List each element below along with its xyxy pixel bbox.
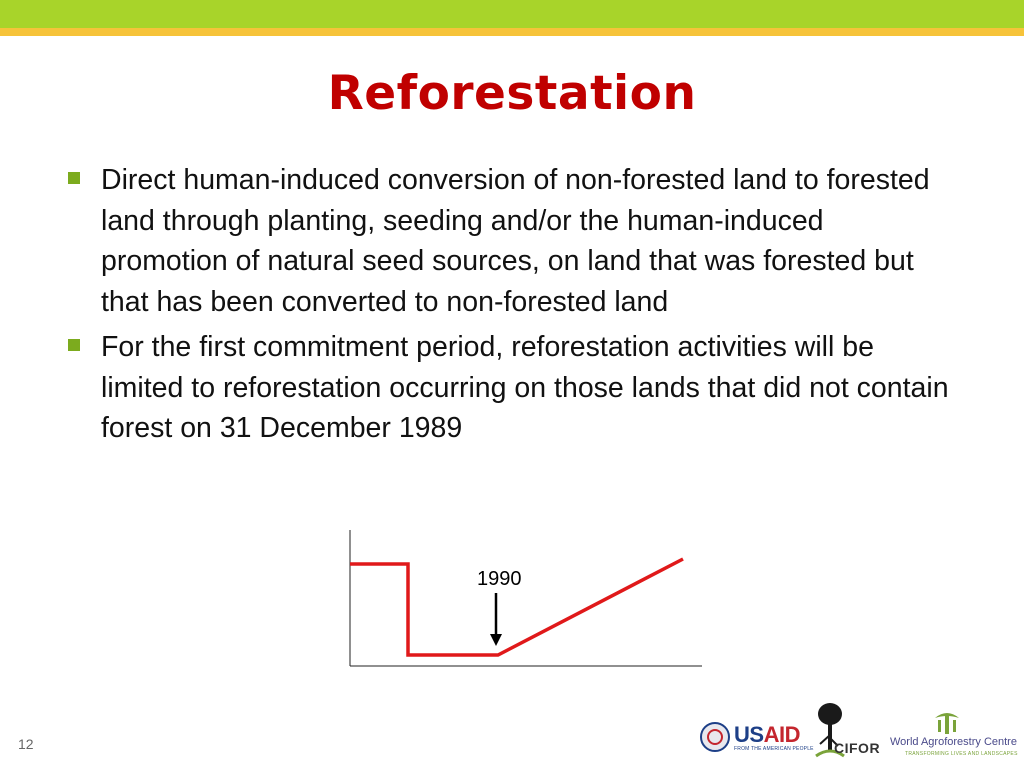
bullet-item: [64, 160, 954, 322]
cifor-logo: CIFOR: [834, 740, 881, 756]
bullet-text: Direct human-induced conversion of non-forested land to forested land through planting, seeding and/or the human-induced promotion of natural seed sources, on land that was forested but that has been converted to non-forested land: [101, 164, 930, 318]
bullet-list: [64, 160, 954, 454]
usaid-logo: USAID: [734, 722, 800, 747]
top-accent-bar-green: [0, 0, 1024, 28]
bullet-text: For the first commitment period, reforestation activities will be limited to reforestation occurring on those lands that did not contain forest on 31 December 1989: [101, 331, 949, 444]
bullet-item: [64, 327, 954, 449]
usaid-seal-icon: [700, 722, 730, 752]
wac-logo: World Agroforestry Centre: [890, 736, 1017, 748]
usaid-tagline: FROM THE AMERICAN PEOPLE: [734, 746, 814, 752]
down-arrow-icon: [490, 634, 502, 646]
top-accent-bar-yellow: [0, 28, 1024, 36]
forest-cover-diagram: [340, 525, 710, 675]
square-bullet-icon: [68, 339, 80, 351]
wac-tagline: TRANSFORMING LIVES AND LANDSCAPES: [905, 751, 1018, 757]
square-bullet-icon: [68, 172, 80, 184]
marker-year-label: 1990: [477, 568, 522, 590]
slide-title: Reforestation: [327, 66, 697, 121]
page-number: 12: [18, 736, 34, 752]
wac-tree-icon: [932, 708, 962, 736]
partner-logos: [700, 700, 1018, 760]
